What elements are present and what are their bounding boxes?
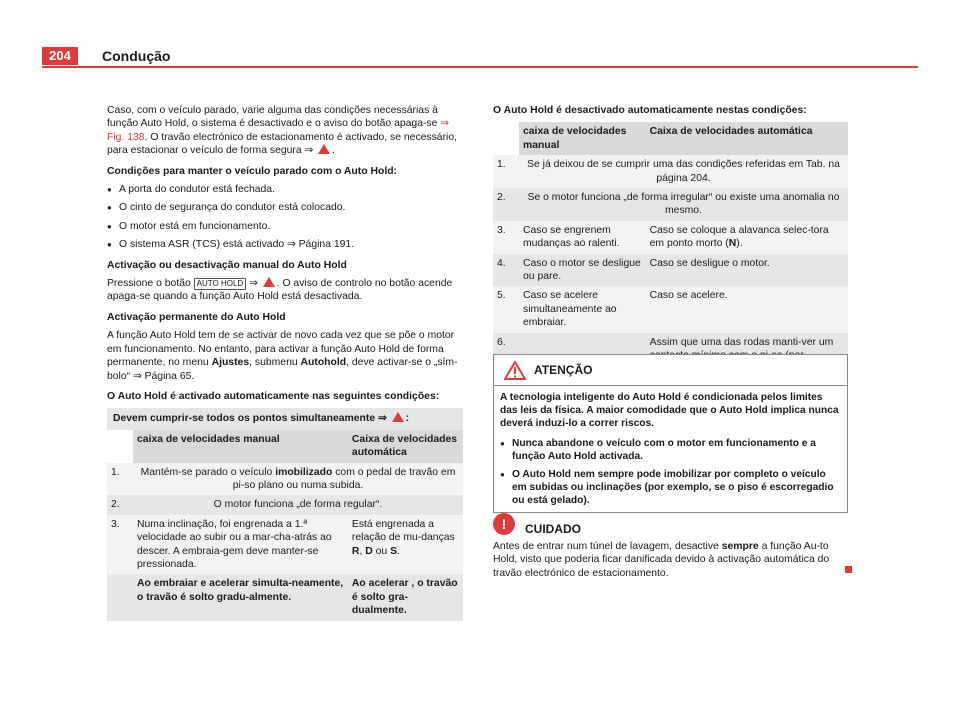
table-row: 3. Numa inclinação, foi engrenada a 1.ª velocidade ao subir ou a mar-cha-atrás ao descer. A embraia-gem deve manter-se pressionada. Está engrenada a relação de mu-danças R, D ou S. xyxy=(107,515,463,575)
table-caption: Devem cumprir-se todos os pontos simultaneamente ⇒ : xyxy=(107,408,463,429)
permanent-paragraph: A função Auto Hold tem de se activar de novo cada vez que se põe o motor em funcionamento. No entanto, para activar a função Auto Hold de forma permanente, no menu Ajustes, submenu Autohold, deve activar-se o „sím-bolo“ ⇒ Página 65. xyxy=(107,330,458,382)
table-row: 2. Se o motor funciona „de forma irregular“ ou existe uma anomalia no mesmo. xyxy=(493,188,848,221)
column-header: Caixa de velocidades automática xyxy=(348,430,463,463)
end-marker xyxy=(845,566,852,573)
warning-intro: A tecnologia inteligente do Auto Hold é condicionada pelos limites das leis da física. A maior comodidade que o Auto Hold implica nunca deverá induzi-lo a correr riscos. xyxy=(500,392,839,429)
warning-icon xyxy=(392,412,404,422)
deactivation-heading: O Auto Hold é desactivado automaticamente nestas condições: xyxy=(493,105,807,116)
chapter-title: Condução xyxy=(102,48,171,64)
activation-heading: O Auto Hold é activado automaticamente nas seguintes condições: xyxy=(107,390,440,402)
permanent-heading: Activação permanente do Auto Hold xyxy=(107,311,286,323)
menu-label: Ajustes xyxy=(211,357,250,369)
table-row: 1. Se já deixou de se cumprir uma das condições referidas em Tab. na página 204. xyxy=(493,155,848,188)
column-header: Caixa de velocidades automática xyxy=(646,122,848,155)
intro-paragraph: Caso, com o veículo parado, varie alguma das condições necessárias à função Auto Hold, o sistema é desactivado e o aviso do botão apaga-se ⇒ Fig. 138. O travão electrónico de estacionamento é activado, se necessário, para estacionar o veículo de forma segura ⇒ . xyxy=(107,105,458,157)
left-column xyxy=(107,104,463,621)
table-row: 4. Caso o motor se desligue ou pare. Caso se desligue o motor. xyxy=(493,254,848,287)
figure-link[interactable]: ⇒ Fig. 138 xyxy=(107,118,450,143)
list-item: ● Nunca abandone o veículo com o motor em funcionamento e a função Auto Hold activada. xyxy=(500,437,841,463)
warning-title: ATENÇÃO xyxy=(534,363,593,377)
activation-table xyxy=(107,408,463,620)
list-item: ● A porta do condutor está fechada. xyxy=(107,183,463,196)
page-number: 204 xyxy=(42,47,78,65)
manual-heading: Activação ou desactivação manual do Auto Hold xyxy=(107,259,347,271)
submenu-label: Autohold xyxy=(300,357,347,369)
list-item: ● O cinto de segurança do condutor está colocado. xyxy=(107,201,463,214)
header-rule xyxy=(42,66,918,68)
table-row: 2. O motor funciona „de forma regular“. xyxy=(107,495,463,514)
conditions-list xyxy=(107,183,463,252)
right-column xyxy=(493,104,848,379)
caution-text: Antes de entrar num túnel de lavagem, desactive sempre a função Au-to Hold, visto que poderia ficar danificada devido à activação automática do travão electrónico de estacionamento. xyxy=(493,541,830,579)
warning-icon xyxy=(263,277,275,287)
list-item: ● O Auto Hold nem sempre pode imobilizar por completo o veículo em subidas ou inclinações (por exemplo, se o piso é escorregadio ou está gelado). xyxy=(500,468,841,507)
manual-paragraph: Pressione o botão AUTO HOLD ⇒ . O aviso de controlo no botão acende apaga-se quando a função Auto Hold está desactivada. xyxy=(107,278,453,303)
warning-icon xyxy=(318,144,330,154)
caution-icon: ! xyxy=(493,513,515,535)
table-row: 6. Assim que uma das rodas manti-ver um xyxy=(493,333,848,379)
table-row: 5. Caso se acelere simultaneamente ao embraiar. Caso se acelere. xyxy=(493,286,848,332)
caution-title: CUIDADO xyxy=(525,522,581,536)
table-row: 1. Mantém-se parado o veículo imobilizado com o pedal de travão em pi-so plano ou numa subida. xyxy=(107,463,463,496)
list-item: ● O motor está em funcionamento. xyxy=(107,220,463,233)
conditions-heading: Condições para manter o veículo parado com o Auto Hold: xyxy=(107,165,398,177)
table-row: 3. Caso se engrenem mudanças ao ralenti. Caso se coloque a alavanca selec-tora em ponto morto (N). xyxy=(493,221,848,254)
list-item: ● O sistema ASR (TCS) está activado ⇒ Página 191. xyxy=(107,238,463,251)
warning-box xyxy=(493,354,848,513)
auto-hold-button: AUTO HOLD xyxy=(194,278,247,290)
table-row: Ao embraiar e acelerar simulta-neamente, o travão é solto gradu-almente. Ao acelerar , o travão é solto gra-dualmente. xyxy=(107,574,463,620)
deactivation-table xyxy=(493,122,848,379)
column-header: caixa de velocidades manual xyxy=(133,430,348,463)
warning-triangle-icon xyxy=(504,361,526,380)
column-header: caixa de velocidades manual xyxy=(519,122,646,155)
